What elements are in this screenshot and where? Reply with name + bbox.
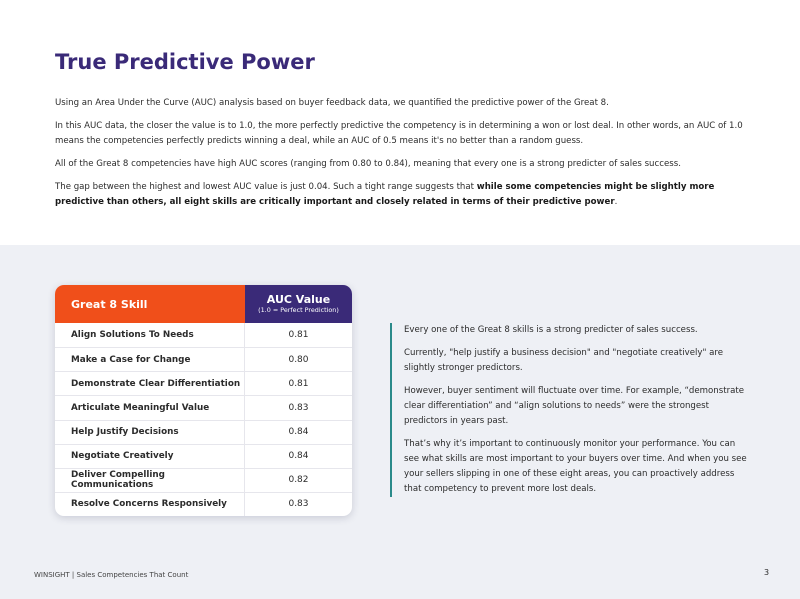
table-row	[55, 347, 352, 371]
auc-cell: 0.81	[288, 378, 309, 389]
auc-cell: 0.81	[288, 330, 309, 341]
table-row	[55, 395, 352, 419]
auc-cell: 0.83	[288, 499, 309, 510]
header-skill: Great 8 Skill	[55, 285, 245, 323]
skill-cell: Make a Case for Change	[55, 348, 245, 371]
side-paragraph-4: That’s why it’s important to continuously monitor your performance. You can see what skills are most important to your buyers over time. And when you see your sellers slipping in one of these eight areas, you can proactively address that competency to prevent more lost deals.	[404, 439, 747, 494]
intro-paragraph-4	[55, 180, 755, 210]
skill-cell: Help Justify Decisions	[55, 421, 245, 444]
intro-paragraph-1: Using an Area Under the Curve (AUC) analysis based on buyer feedback data, we quantified the predictive power of the Great 8.	[55, 98, 609, 108]
side-paragraph-1: Every one of the Great 8 skills is a strong predicter of sales success.	[404, 325, 698, 335]
auc-table	[55, 285, 352, 516]
page-number: 3	[764, 568, 770, 577]
auc-cell: 0.84	[288, 427, 309, 438]
table-row	[55, 492, 352, 516]
intro-paragraph-4-lead: The gap between the highest and lowest AUC value is just 0.04. Such a tight range suggests that	[55, 182, 477, 192]
header-auc-title: AUC Value	[266, 293, 331, 306]
table-row	[55, 323, 352, 347]
side-paragraph-3: However, buyer sentiment will fluctuate over time. For example, “demonstrate clear differentiation” and “align solutions to needs” were the strongest predictors in years past.	[404, 386, 745, 426]
skill-cell: Resolve Concerns Responsively	[55, 493, 245, 516]
table-row	[55, 420, 352, 444]
intro-paragraph-4-end: .	[614, 197, 618, 207]
side-paragraph-2: Currently, "help justify a business decision" and "negotiate creatively" are slightly stronger predictors.	[404, 348, 724, 373]
header-auc	[245, 285, 352, 323]
skill-cell: Align Solutions To Needs	[55, 323, 245, 347]
intro-paragraph-2: In this AUC data, the closer the value is to 1.0, the more perfectly predictive the competency is in determining a won or lost deal. In other words, an AUC of 1.0 means the competencies perfectly predicts winning a deal, while an AUC of 0.5 means it's no better than a random guess.	[55, 121, 743, 146]
table-header	[55, 285, 352, 323]
skill-cell: Demonstrate Clear Differentiation	[55, 372, 245, 395]
skill-cell: Deliver Compelling Communications	[55, 469, 245, 492]
skill-cell: Negotiate Creatively	[55, 445, 245, 468]
auc-cell: 0.82	[288, 475, 309, 486]
table-row	[55, 444, 352, 468]
skill-cell: Articulate Meaningful Value	[55, 396, 245, 419]
table-row	[55, 468, 352, 492]
page-title: True Predictive Power	[55, 50, 315, 74]
intro-paragraph-3: All of the Great 8 competencies have high AUC scores (ranging from 0.80 to 0.84), meaning that every one is a strong predicter of sales success.	[55, 159, 681, 169]
footer-text: WINSIGHT | Sales Competencies That Count	[34, 571, 189, 579]
table-row	[55, 371, 352, 395]
intro-paragraph-4-bold: while some competencies might be slightly more predictive than others, all eight skills are critically important and closely related in terms of their predictive power	[55, 182, 715, 207]
table-body	[55, 323, 352, 516]
auc-cell: 0.83	[288, 402, 309, 413]
auc-cell: 0.80	[288, 354, 309, 365]
intro-text	[55, 96, 755, 218]
auc-cell: 0.84	[288, 451, 309, 462]
side-callout	[390, 323, 750, 497]
header-auc-subtitle: (1.0 = Perfect Prediction)	[258, 306, 339, 314]
